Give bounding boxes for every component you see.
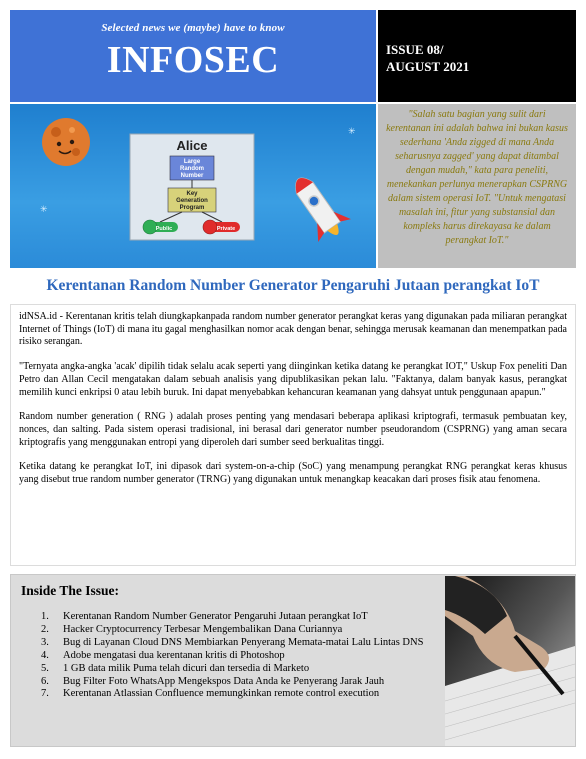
list-item-number: 1. [41, 611, 49, 622]
list-item-text: 1 GB data milik Puma telah dicuri dan tersedia di Marketo [63, 662, 310, 674]
list-item-text: Hacker Cryptocurrency Terbesar Mengembalikan Dana Curiannya [63, 623, 343, 635]
private-key-label: Private [216, 226, 236, 232]
public-key-label: Public [155, 226, 173, 232]
list-item-number: 2. [41, 623, 49, 635]
list-item [41, 624, 431, 637]
diagram-box-keygen-line3: Program [179, 205, 205, 211]
diagram-box-random-line1: Large [183, 159, 201, 165]
list-item-number: 7. [41, 688, 49, 700]
list-item-number: 4. [41, 649, 49, 661]
issue-list [41, 611, 431, 701]
article-body [10, 304, 576, 566]
article-headline: Kerentanan Random Number Generator Pengaruhi Jutaan perangkat IoT [46, 277, 540, 294]
list-item-text: Adobe mengatasi dua kerentanan kritis di Photoshop [63, 649, 285, 661]
svg-text:✳: ✳ [40, 204, 48, 214]
list-item-text: Bug di Layanan Cloud DNS Membiarkan Penyerang Memata-matai Lalu Lintas DNS [63, 636, 424, 648]
diagram-box-keygen-line1: Key [186, 191, 198, 197]
article-paragraph: Random number generation ( RNG ) adalah proses penting yang mendasari beberapa aplikasi kriptografi, termasuk pembuatan key, nonces, dan salting. Pada sistem operasi tradisional, ini berasal dari generator number pseudorandom (CSPRNG) yang aman secara kriptografis yang menggunakan entropi yang diperoleh dari sumber seed berkualitas tinggi. [19, 411, 567, 448]
list-item [41, 650, 431, 663]
rocket-icon [282, 167, 354, 246]
diagram-box-keygen-line2: Generation [176, 198, 208, 204]
masthead [10, 10, 376, 102]
list-item-number: 6. [41, 675, 49, 687]
issue-box [378, 10, 576, 102]
list-item-text: Bug Filter Foto WhatsApp Mengekspos Data Anda ke Penyerang Jarak Jauh [63, 675, 385, 687]
list-item [41, 676, 431, 689]
article-paragraph: Ketika datang ke perangkat IoT, ini dipasok dari system-on-a-chip (SoC) yang menampung perangkat RNG perangkat keras khusus yang disebut true random number generator (TRNG) yang digunakan untuk menangkap keacakan dari proses fisik atau fenomena. [19, 461, 567, 486]
diagram-title: Alice [176, 138, 208, 153]
banner-artwork [10, 104, 376, 268]
list-item-text: Kerentanan Atlassian Confluence memungkinkan remote control execution [63, 688, 380, 700]
article-paragraph: "Ternyata angka-angka 'acak' dipilih tidak selalu acak seperti yang diinginkan ketika datang ke perangkat IOT," Uskup Fox peneliti Dan Petro dan Allan Cecil mengatakan dalam sebuah analisis yang dipublikasikan pekan lalu. "Faktanya, dalam banyak kasus, perangkat memilih kunci enkripsi 0 atau lebih buruk. Ini dapat menyebabkan kehancuran keamanan yang dahsyat untuk penggunaan apapun." [19, 361, 567, 398]
diagram-box-random-line2: Random [180, 166, 204, 172]
issue-date: AUGUST 2021 [386, 59, 470, 74]
list-item [41, 663, 431, 676]
list-item-text: Kerentanan Random Number Generator Pengaruhi Jutaan perangkat IoT [63, 611, 368, 622]
svg-text:✳: ✳ [348, 126, 356, 136]
banner-illustration [10, 104, 376, 268]
masthead-tagline: Selected news we (maybe) have to know [101, 22, 285, 34]
list-item-number: 5. [41, 662, 49, 674]
issue-number: ISSUE 08/ [386, 42, 444, 57]
list-item-number: 3. [41, 636, 49, 648]
article-paragraph: idNSA.id - Kerentanan kritis telah diungkapkanpada random number generator perangkat keras yang digunakan pada miliaran perangkat Internet of Things (IoT) di mana itu gagal menghasilkan nomor acak dengan benar, sehingga merusak keamanan dan menempatkan pada risiko serangan. [19, 311, 567, 348]
masthead-brand: INFOSEC [106, 39, 280, 81]
diagram-box-random-line3: Number [180, 173, 204, 179]
writing-hand-photo [445, 576, 575, 746]
pull-quote: "Salah satu bagian yang sulit dari kerentanan ini adalah bahwa ini bukan kasus sederhana 'Anda zigged di mana Anda seharusnya zagged' yang dapat ditambal dengan mudah," kata para peneliti, menekankan perlunya menerapkan CSPRNG dalam sistem operasi IoT. "Untuk mengatasi masalah ini, fitur yang substansial dan kompleks harus direkayasa ke dalam perangkat IoT." [378, 104, 576, 268]
list-item [41, 688, 431, 701]
planet-icon [42, 118, 90, 166]
inside-the-issue [10, 574, 576, 747]
inside-title: Inside The Issue: [21, 583, 120, 598]
list-item [41, 611, 431, 624]
list-item [41, 637, 431, 650]
